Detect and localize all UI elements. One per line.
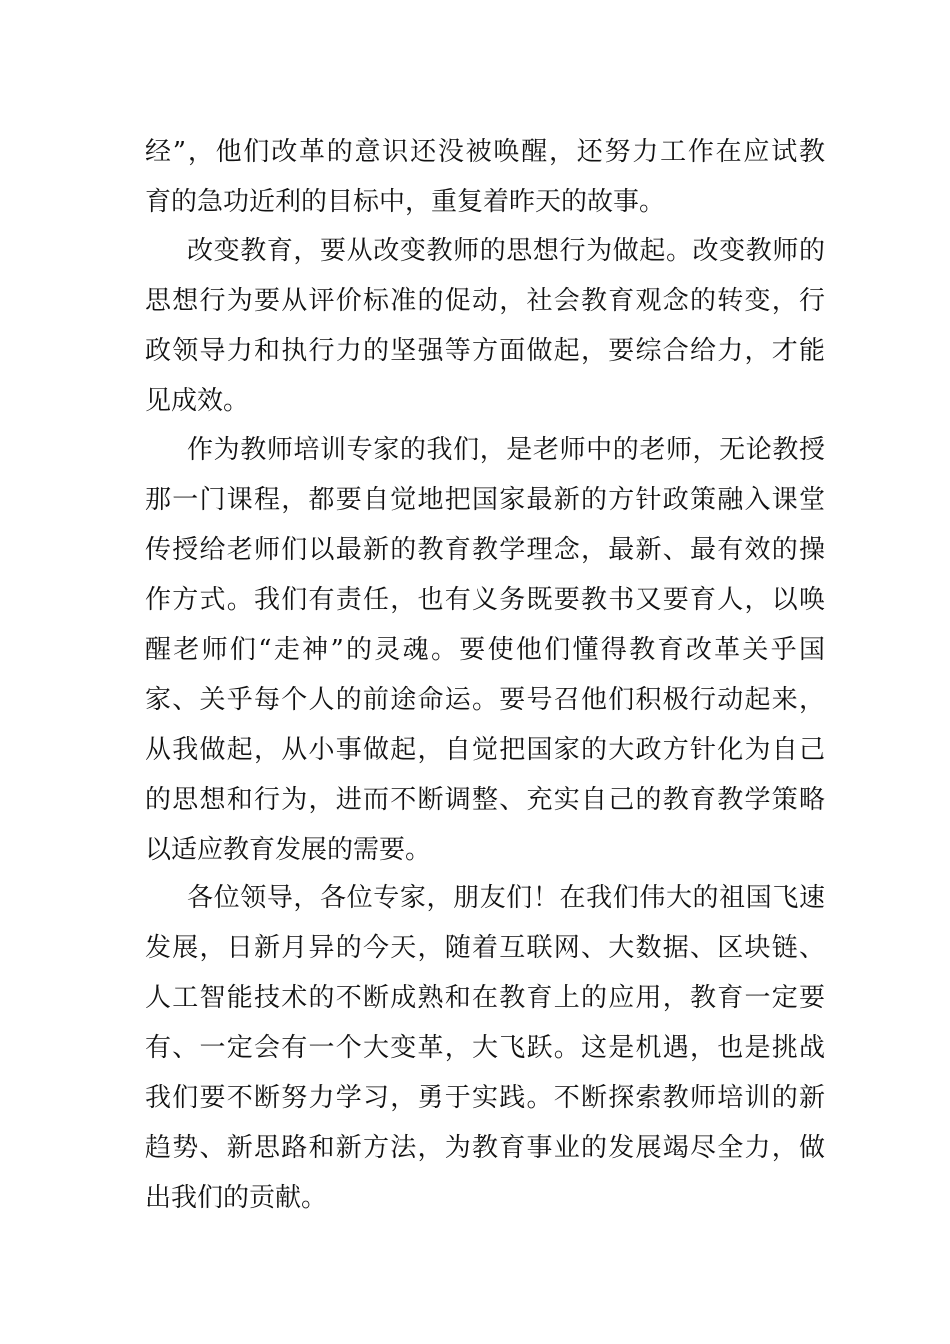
paragraph-3-line-3: 传授给老师们以最新的教育教学理念，最新、最有效的操 [145,535,825,565]
paragraph-2-line-4: 见成效。 [145,386,250,416]
paragraph-3-line-8: 的思想和行为，进而不断调整、充实自己的教育教学策略 [145,785,825,815]
paragraph-3-line-6: 家、关乎每个人的前途命运。要号召他们积极行动起来， [145,685,825,715]
paragraph-4-line-2: 发展，日新月异的今天，随着互联网、大数据、区块链、 [145,933,825,963]
paragraph-4-line-5: 我们要不断努力学习，勇于实践。不断探索教师培训的新 [145,1083,825,1113]
paragraph-3-line-5: 醒老师们“走神”的灵魂。要使他们懂得教育改革关乎国 [145,635,825,665]
paragraph-2-line-1: 改变教育，要从改变教师的思想行为做起。改变教师的 [187,236,825,266]
paragraph-1-line-2: 育的急功近利的目标中，重复着昨天的故事。 [145,187,666,217]
paragraph-3-line-4: 作方式。我们有责任，也有义务既要教书又要育人，以唤 [145,585,825,615]
paragraph-3-line-7: 从我做起，从小事做起，自觉把国家的大政方针化为自己 [145,735,825,765]
paragraph-2-line-2: 思想行为要从评价标准的促动，社会教育观念的转变，行 [145,286,825,316]
paragraph-4-line-3: 人工智能技术的不断成熟和在教育上的应用，教育一定要 [145,983,825,1013]
paragraph-4-line-6: 趋势、新思路和新方法，为教育事业的发展竭尽全力，做 [145,1133,825,1163]
paragraph-2-line-3: 政领导力和执行力的坚强等方面做起，要综合给力，才能 [145,336,825,366]
paragraph-4-line-4: 有、一定会有一个大变革，大飞跃。这是机遇，也是挑战 [145,1033,825,1063]
paragraph-4-line-7: 出我们的贡献。 [145,1183,328,1213]
paragraph-3-line-9: 以适应教育发展的需要。 [145,835,432,865]
paragraph-3-line-2: 那一门课程，都要自觉地把国家最新的方针政策融入课堂 [145,485,825,515]
paragraph-4-line-1: 各位领导，各位专家，朋友们！在我们伟大的祖国飞速 [187,883,825,913]
paragraph-3-line-1: 作为教师培训专家的我们，是老师中的老师，无论教授 [187,435,825,465]
paragraph-1-line-1: 经”，他们改革的意识还没被唤醒，还努力工作在应试教 [145,137,825,167]
